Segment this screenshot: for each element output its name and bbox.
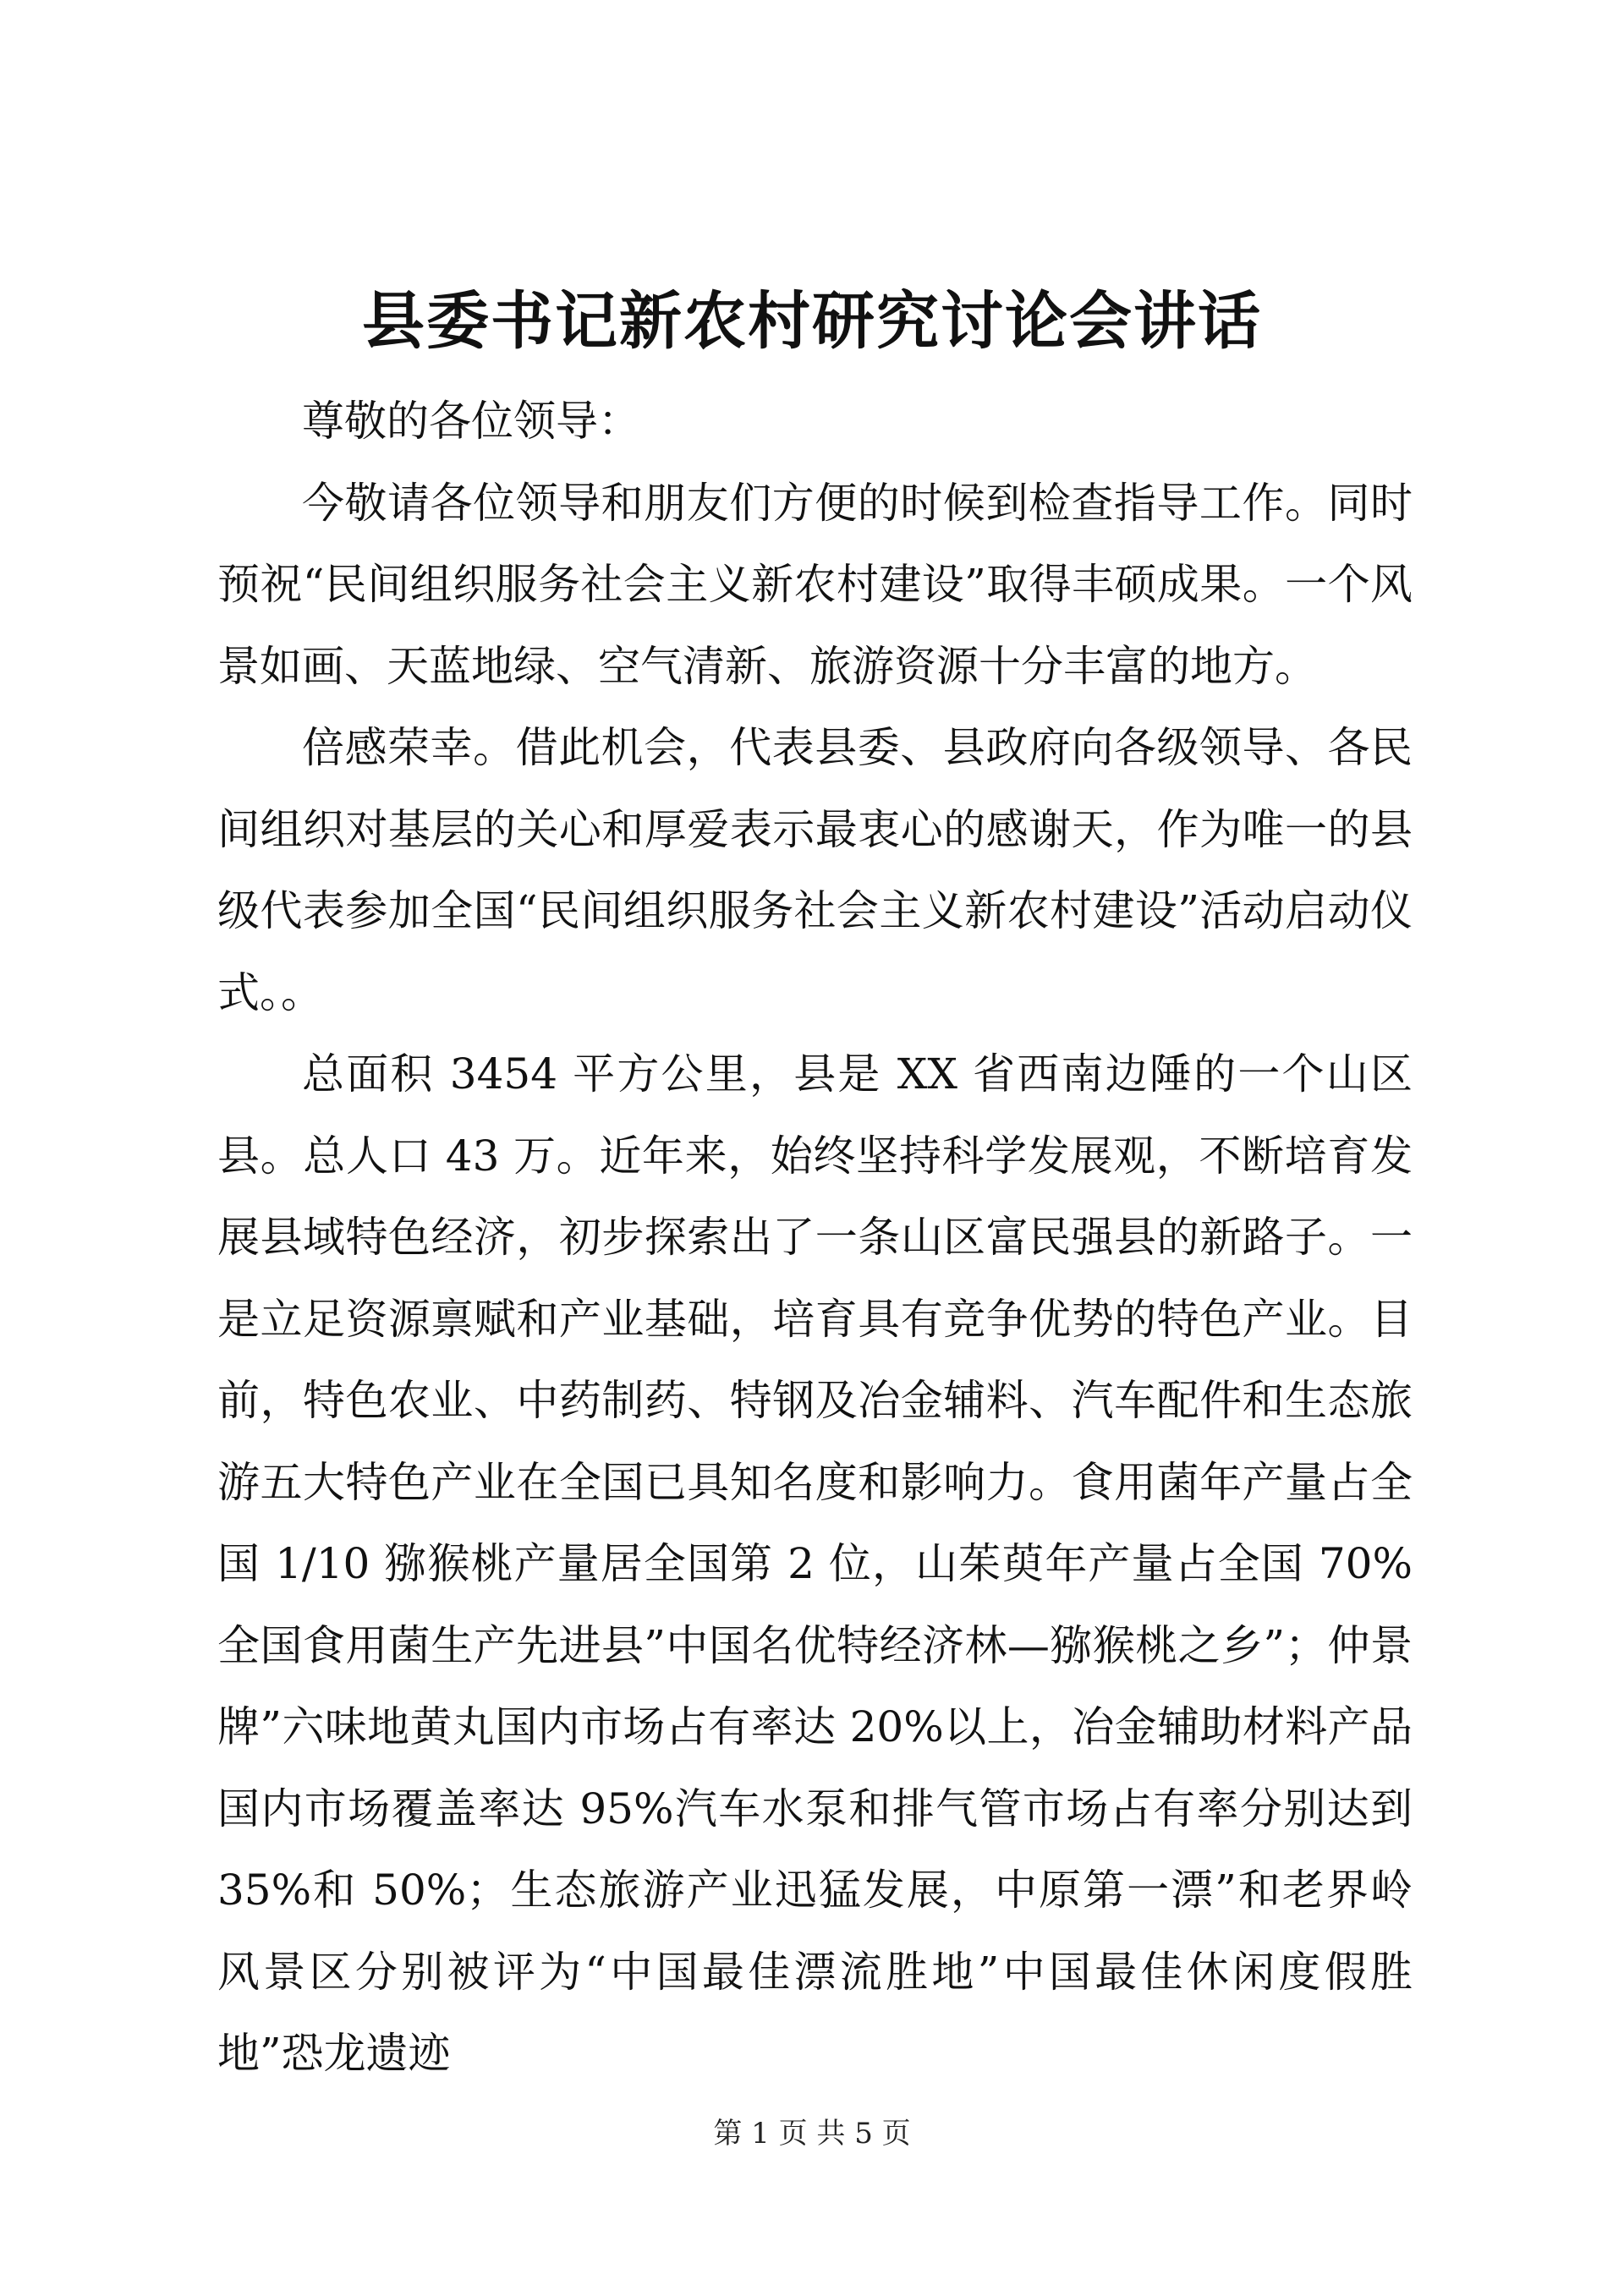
document-body [217,381,1413,2095]
paragraph-2: 倍感荣幸。借此机会，代表县委、县政府向各级领导、各民间组织对基层的关心和厚爱表示最衷心的感谢天，作为唯一的县级代表参加全国“民间组织服务社会主义新农村建设”活动启动仪式。。 [217,723,1413,1017]
paragraph-3: 总面积 3454 平方公里，县是 XX 省西南边陲的一个山区县。总人口 43 万。近年来，始终坚持科学发展观，不断培育发展县域特色经济，初步探索出了一条山区富民强县的新路子。一是立足资源禀赋和产业基础，培育具有竞争优势的特色产业。目前，特色农业、中药制药、特钢及冶金辅料、汽车配件和生态旅游五大特色产业在全国已具知名度和影响力。食用菌年产量占全国 1/10 猕猴桃产量居全国第 2 位，山茱萸年产量占全国 70%全国食用菌生产先进县”中国名优特经济林—猕猴桃之乡”；仲景牌”六味地黄丸国内市场占有率达 20%以上，冶金辅助材料产品国内市场覆盖率达 95%汽车水泵和排气管市场占有率分别达到 35%和 50%；生态旅游产业迅猛发展，中原第一漂”和老界岭风景区分别被评为“中国最佳漂流胜地”中国最佳休闲度假胜地”恐龙遗迹 [217,1049,1413,2078]
document-title: 县委书记新农村研究讨论会讲话 [362,285,1262,358]
greeting-line: 尊敬的各位领导： [302,397,640,446]
page-number-footer: 第 1 页 共 5 页 [713,2117,911,2151]
paragraph-1: 今敬请各位领导和朋友们方便的时候到检查指导工作。同时预祝“民间组织服务社会主义新农村建设”取得丰硕成果。一个风景如画、天蓝地绿、空气清新、旅游资源十分丰富的地方。 [217,478,1413,691]
